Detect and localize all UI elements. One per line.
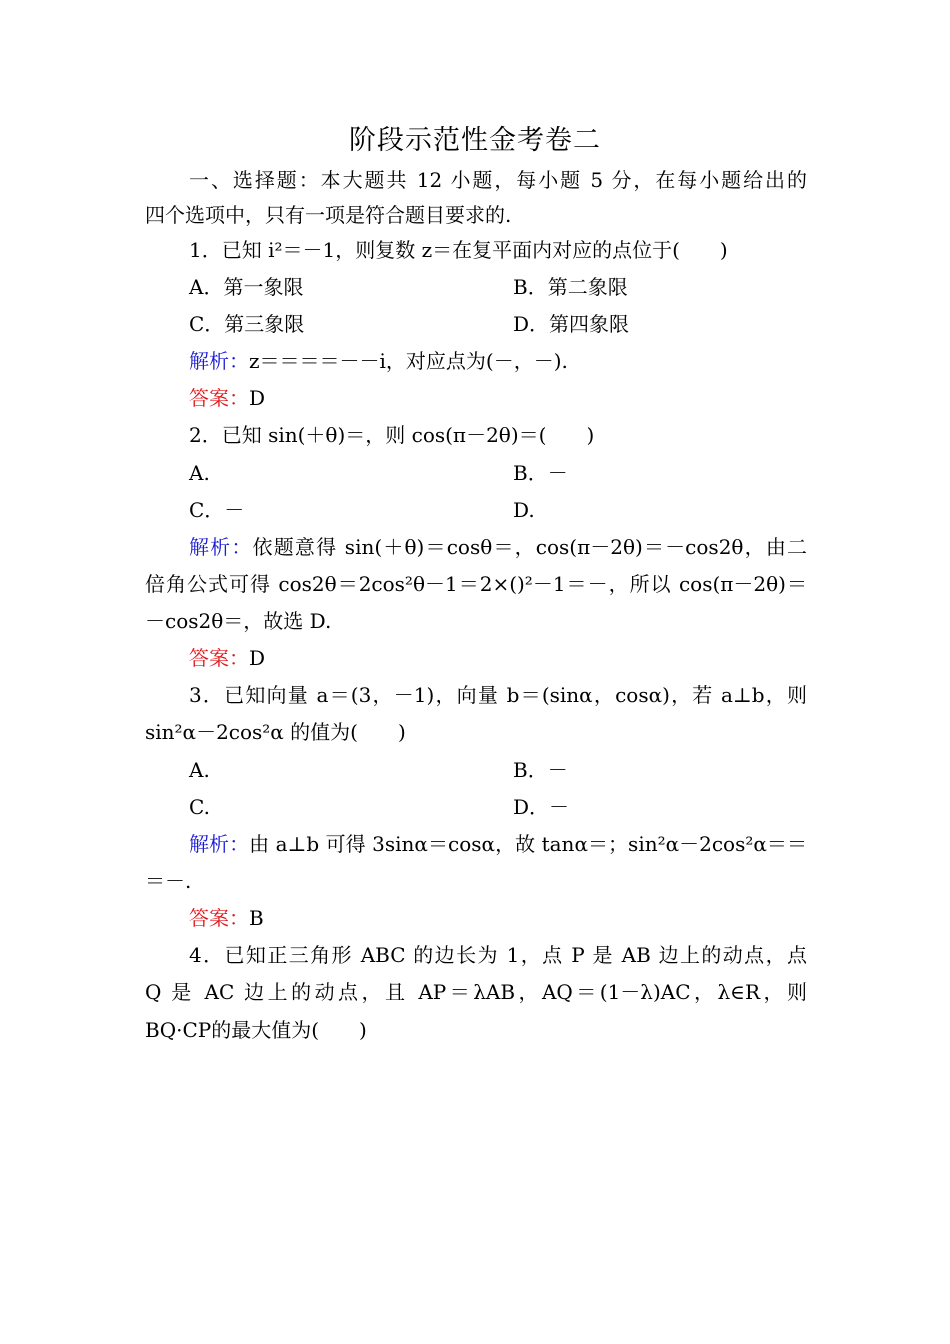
- question-2-option-c: C．－: [189, 498, 245, 522]
- question-1-analysis: [189, 346, 807, 376]
- question-2-option-d: D.: [513, 498, 535, 522]
- analysis-label: 解析：: [189, 535, 253, 559]
- question-2-analysis-line-3: －cos2θ＝，故选 D.: [145, 609, 332, 633]
- question-3-option-c: C.: [189, 795, 210, 819]
- analysis-text: z＝＝＝＝－－i，对应点为(－，－).: [249, 349, 568, 373]
- question-2-analysis-line-1: [189, 532, 807, 562]
- question-2-option-a: A.: [189, 461, 210, 485]
- question-3-option-a: A.: [189, 758, 210, 782]
- section-instruction-line-2: 四个选项中，只有一项是符合题目要求的.: [145, 203, 512, 227]
- question-3-option-b: B．－: [513, 758, 568, 782]
- question-4-stem-line-2: Q 是 AC 边上的动点，且 AP＝λAB，AQ＝(1－λ)AC，λ∈R，则: [145, 980, 807, 1004]
- question-1-option-c: C．第三象限: [189, 312, 305, 336]
- page-title: 阶段示范性金考卷二: [349, 125, 601, 156]
- question-1-option-b: B．第二象限: [513, 275, 628, 299]
- answer-label: 答案：: [189, 906, 249, 930]
- answer-value: D: [249, 386, 266, 410]
- question-1-stem: 1．已知 i²＝－1，则复数 z＝在复平面内对应的点位于( ): [189, 238, 728, 262]
- analysis-text: 由 a⊥b 可得 3sinα＝cosα，故 tanα＝；sin²α－2cos²α＝＝: [249, 832, 807, 856]
- question-4-stem-line-3: BQ·CP的最大值为( ): [145, 1018, 367, 1042]
- question-1-answer: [189, 383, 807, 413]
- question-1-option-d: D．第四象限: [513, 312, 630, 336]
- analysis-label: 解析：: [189, 832, 250, 856]
- answer-value: D: [249, 646, 266, 670]
- section-instruction-line-1: 一、选择题：本大题共 12 小题，每小题 5 分，在每小题给出的: [189, 168, 807, 192]
- question-3-option-d: D．－: [513, 795, 570, 819]
- question-3-stem-line-1: 3．已知向量 a＝(3，－1)，向量 b＝(sinα，cosα)，若 a⊥b，则: [189, 683, 807, 707]
- question-2-analysis-line-2: 倍角公式可得 cos2θ＝2cos²θ－1＝2×()²－1＝－，所以 cos(π－2θ)＝: [145, 572, 807, 596]
- analysis-label: 解析：: [189, 349, 249, 373]
- answer-value: B: [249, 906, 264, 930]
- question-3-answer: [189, 903, 807, 933]
- question-4-stem-line-1: 4．已知正三角形 ABC 的边长为 1，点 P 是 AB 边上的动点，点: [189, 943, 807, 967]
- analysis-text: 依题意得 sin(＋θ)＝cosθ＝，cos(π－2θ)＝－cos2θ，由二: [252, 535, 807, 559]
- question-3-analysis-line-1: [189, 829, 807, 859]
- question-2-stem: 2．已知 sin(＋θ)＝，则 cos(π－2θ)＝( ): [189, 423, 595, 447]
- question-2-option-b: B．－: [513, 461, 568, 485]
- question-2-answer: [189, 643, 807, 673]
- question-3-stem-line-2: sin²α－2cos²α 的值为( ): [145, 720, 406, 744]
- answer-label: 答案：: [189, 386, 249, 410]
- question-1-option-a: A．第一象限: [189, 275, 304, 299]
- answer-label: 答案：: [189, 646, 249, 670]
- question-3-analysis-line-2: ＝－.: [145, 869, 192, 893]
